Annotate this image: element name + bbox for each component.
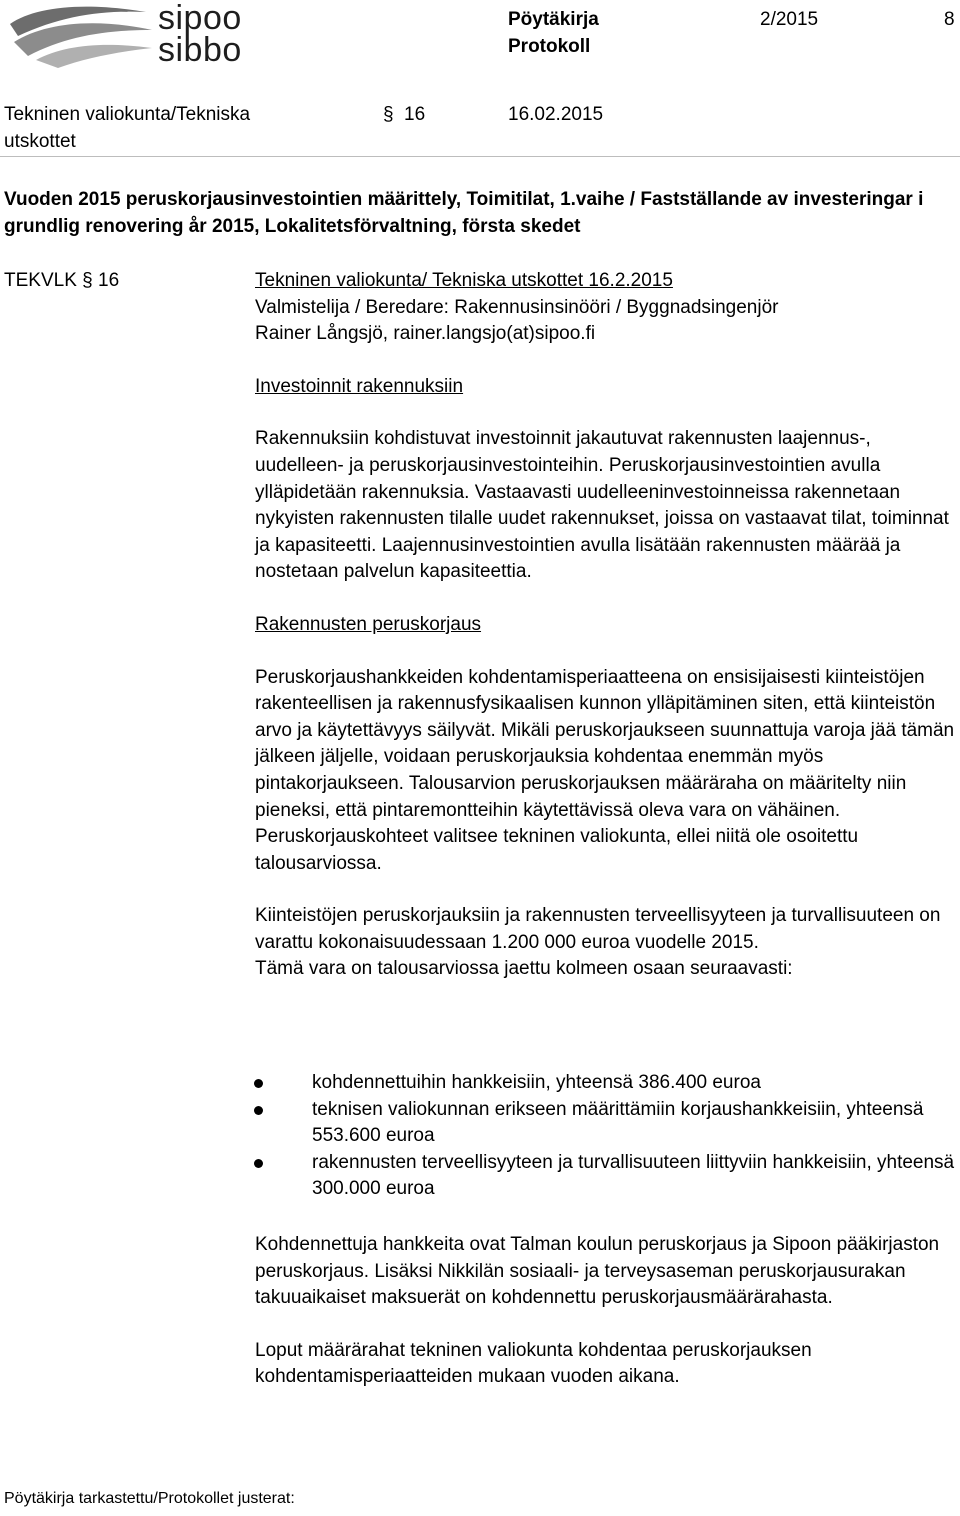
bullet-icon	[254, 1079, 263, 1088]
budget-bullets	[254, 1070, 959, 1203]
paragraph-budget: Kiinteistöjen peruskorjauksiin ja rakennusten terveellisyyteen ja turvallisuuteen on varattu kokonaisuudessaan 1.200 000 euroa vuodelle 2015.	[255, 905, 941, 953]
main-content	[255, 268, 955, 983]
section-code	[4, 268, 119, 295]
document-title: Vuoden 2015 peruskorjausinvestointien määrittely, Toimitilat, 1.vaihe / Fastställande av investeringar i grundlig renovering år 2015, Lokalitetsförvaltning, första skedet	[4, 189, 924, 237]
committee-line-2: utskottet	[4, 131, 76, 152]
bullet-text: rakennusten terveellisyyteen ja turvallisuuteen liittyviin hankkeisiin, yhteensä 300.000 euroa	[312, 1151, 955, 1200]
preparer-line: Valmistelija / Beredare: Rakennusinsinööri / Byggnadsingenjör	[255, 296, 779, 318]
logo-line-sibbo: sibbo	[158, 31, 242, 69]
meeting-date: 16.02.2015	[508, 104, 604, 125]
section-code-number: 16	[98, 270, 120, 291]
paragraph-investments: Rakennuksiin kohdistuvat investoinnit jakautuvat rakennusten laajennus-, uudelleen- ja peruskorjausinvestointeihin. Peruskorjausinvestointien avulla ylläpidetään rakennuksia. Vastaavasti uudelleeninvestoinneissa rakennetaan nykyisten rakennusten tilalle uudet rakennukset, joissa on vastaavat tilat, toiminnat ja kapasiteetti. Laajennusinvestointien avulla lisätään rakennusten määrää ja nostetaan palvelun kapasiteettia.	[255, 428, 949, 583]
bullet-list	[254, 1070, 959, 1203]
page-number: 8	[944, 9, 955, 30]
sipoo-swoosh-emblem	[6, 2, 156, 70]
bullet-icon	[254, 1106, 263, 1115]
doc-type-fi: Pöytäkirja	[508, 9, 599, 30]
bullet-icon	[254, 1159, 263, 1168]
logo-line-sipoo: sipoo	[158, 0, 242, 37]
list-item	[254, 1097, 959, 1150]
doc-number: 2/2015	[760, 9, 819, 30]
bullet-text: kohdennettuihin hankkeisiin, yhteensä 386.400 euroa	[312, 1072, 761, 1093]
list-item	[254, 1150, 959, 1203]
section-number: 16	[404, 104, 426, 125]
heading-renovation: Rakennusten peruskorjaus	[255, 613, 482, 635]
section-code-label: TEKVLK	[4, 270, 77, 291]
section-symbol: §	[383, 104, 394, 125]
committee-line-1: Tekninen valiokunta/Tekniska	[4, 104, 251, 125]
logo-wordmark	[158, 0, 242, 69]
closing-content	[255, 1232, 955, 1391]
heading-investments: Investoinnit rakennuksiin	[255, 375, 464, 397]
committee-date-line: Tekninen valiokunta/ Tekniska utskottet 16.2.2015	[255, 270, 673, 291]
committee-name	[4, 101, 364, 155]
paragraph-targeted-projects: Kohdennettuja hankkeita ovat Talman koulun peruskorjaus ja Sipoon pääkirjaston peruskorjaus. Lisäksi Nikkilän sosiaali- ja terveysaseman peruskorjausurakan takuuaikaiset maksuerät on kohdennettu peruskorjausmäärärahasta.	[255, 1234, 940, 1309]
list-item	[254, 1070, 959, 1097]
section-code-symbol: §	[82, 270, 93, 291]
bullet-text: teknisen valiokunnan erikseen määrittämiin korjaushankkeisiin, yhteensä 553.600 euroa	[312, 1098, 924, 1147]
footer-checked-label: Pöytäkirja tarkastettu/Protokollet justerat:	[4, 1490, 295, 1507]
doc-type-sv: Protokoll	[508, 36, 591, 57]
sipoo-logo	[6, 2, 256, 70]
paragraph-budget-split: Tämä vara on talousarviossa jaettu kolmeen osaan seuraavasti:	[255, 958, 793, 980]
paragraph-renovation: Peruskorjaushankkeiden kohdentamisperiaatteena on ensisijaisesti kiinteistöjen rakenteellisen ja rakennusfysikaalisen kunnon ylläpitäminen siten, että kiinteistön arvo ja käytettävyys säilyvät. Mikäli peruskorjaukseen suunnattuja varoja jää tämän jälkeen jäljelle, voidaan peruskorjauksia kohdentaa enemmän myös pintakorjaukseen. Talousarvion peruskorjauksen määräraha on määritelty niin pieneksi, että pintaremontteihin käytettävissä oleva vara on vähäinen. Peruskorjauskohteet valitsee tekninen valiokunta, ellei niitä ole osoitettu talousarviossa.	[255, 666, 955, 874]
preparer-contact: Rainer Långsjö, rainer.langsjo(at)sipoo.fi	[255, 323, 596, 345]
paragraph-remaining: Loput määrärahat tekninen valiokunta kohdentaa peruskorjauksen kohdentamisperiaatteiden mukaan vuoden aikana.	[255, 1339, 812, 1388]
header-divider	[0, 156, 960, 157]
